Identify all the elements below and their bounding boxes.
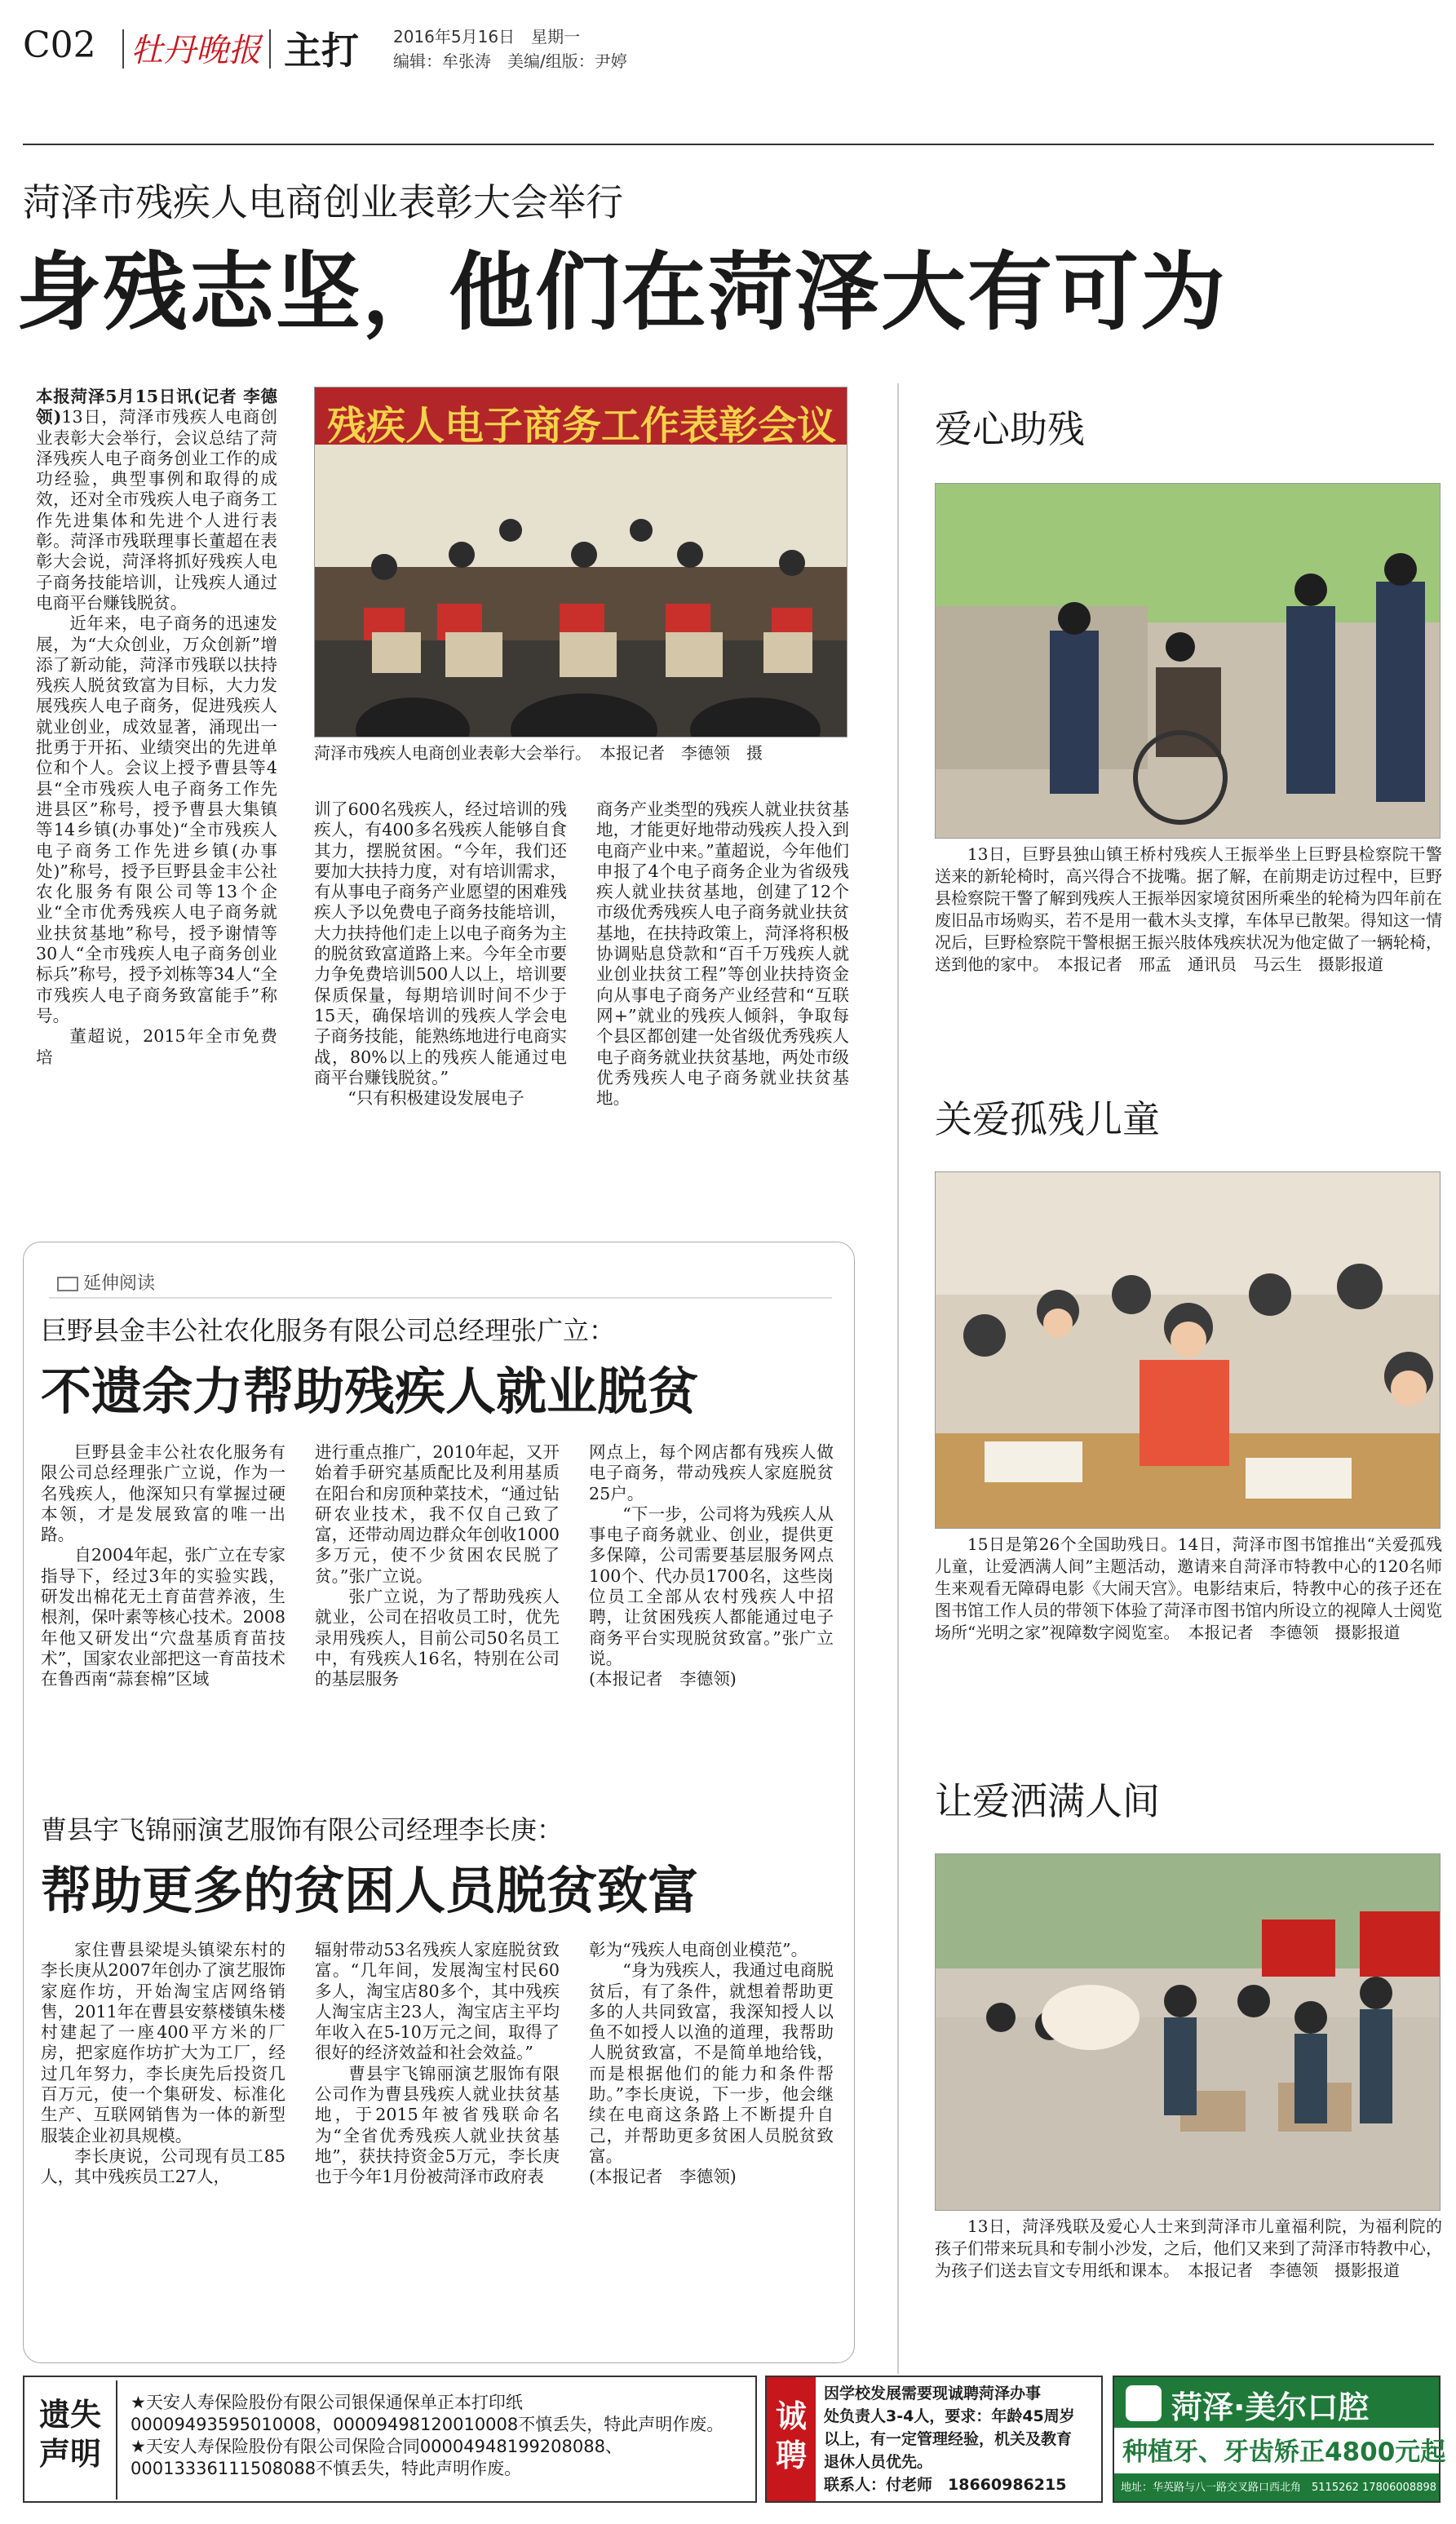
hire-label-line: 聘 — [775, 2438, 807, 2473]
paragraph: 董超说，2015年全市免费培 — [36, 1026, 277, 1067]
sidebar-title-1: 爱心助残 — [935, 407, 1085, 451]
story2-col2 — [315, 1940, 560, 2331]
header-divider — [122, 29, 124, 69]
story1-col1 — [41, 1442, 285, 1769]
top-rule — [23, 144, 1434, 145]
hiring-text — [824, 2382, 1098, 2496]
page-number: C02 — [23, 24, 96, 66]
notice-line: 00009493595010008，00009498120010008不慎丢失，特此声明作废。 — [131, 2415, 724, 2434]
story1-col3 — [589, 1442, 834, 1769]
extended-label-text: 延伸阅读 — [83, 1273, 156, 1294]
paragraph: 近年来，电子商务的迅速发展，为“大众创业，万众创新”增添了新动能，菏泽市残联以扶持残疾人脱贫致富为目标，大力发展残疾人电子商务，促进残疾人就业创业，成效显著，涌现出一批勇于开拓、业绩突出的先进单位和个人。会议上授予曹县等4县“全市残疾人电子商务工作先进县区”称号，授予曹县大集镇等14乡镇(办事处)“全市残疾人电子商务工作先进乡镇(办事处)”称号，授予巨野县金丰公社农化服务有限公司等13个企业“全市优秀残疾人电子商务就业扶贫基地”称号，授予谢情等30人“全市残疾人电子商务创业标兵”称号，授予刘栋等34人“全市残疾人电子商务致富能手”称号。 — [36, 613, 277, 1025]
sidebar-title-2: 关爱孤残儿童 — [935, 1097, 1160, 1141]
divider — [49, 1297, 832, 1299]
story2-col3 — [589, 1940, 834, 2331]
book-icon — [57, 1277, 78, 1291]
lost-notice-label — [39, 2395, 101, 2473]
story2-kicker: 曹县宇飞锦丽演艺服饰有限公司经理李长庚： — [41, 1814, 564, 1845]
main-article-col2 — [314, 799, 567, 1199]
sidebar-caption-3: 13日，菏泽残联及爱心人士来到菏泽市儿童福利院，为福利院的孩子们带来玩具和专制小沙发，之后，他们又来到了菏泽市特教中心，为孩子们送去盲文专用纸和课本。 本报记者 李德领 摄影报道 — [935, 2216, 1442, 2280]
dental-address: 地址：华英路与八一路交叉路口西北角 5115262 17806008898 — [1121, 2482, 1437, 2494]
paragraph: 张广立说，为了帮助残疾人就业，公司在招收员工时，优先录用残疾人，目前公司50名员工中，有残疾人16名，特别在公司的基层服务 — [315, 1587, 560, 1689]
issue-date: 2016年5月16日 星期一 — [393, 27, 581, 46]
hiring-ad-box — [765, 2376, 1103, 2503]
main-photo — [314, 387, 847, 737]
paragraph: 曹县宇飞锦丽演艺服饰有限公司作为曹县残疾人就业扶贫基地，于2015年被省残联命名为“全省优秀残疾人就业扶贫基地”，获扶持资金5万元，李长庚也于今年1月份被菏泽市政府表 — [315, 2063, 560, 2187]
lost-label-line: 声明 — [39, 2436, 102, 2472]
column-divider — [897, 383, 899, 2374]
lost-notice-text — [131, 2392, 750, 2480]
paragraph: 自2004年起，张广立在专家指导下，经过3年的实验实践，研发出棉花无土育苗营养液，生根剂，保叶素等核心技术。2008年他又研发出“穴盘基质育苗技术”，国家农业部把这一育苗技术在鲁西南“蒜套棉”区域 — [41, 1545, 285, 1689]
main-article-col3 — [596, 799, 849, 1199]
children-library-photo — [936, 1172, 1441, 1529]
paragraph: 网点上，每个网店都有残疾人做电子商务，带动残疾人家庭脱贫25户。 — [589, 1442, 834, 1503]
paragraph: 家住曹县梁堤头镇梁东村的李长庚从2007年创办了演艺服饰家庭作坊，开始淘宝店网络销售，2011年在曹县安蔡楼镇朱楼村建起了一座400平方米的厂房，把家庭作坊扩大为工厂，经过几年努力，李长庚先后投资几百万元，使一个集研发、标准化生产、互联网销售为一体的新型服装企业初具规模。 — [41, 1940, 285, 2145]
paragraph: 彰为“残疾人电商创业模范”。 — [589, 1940, 808, 1959]
section-title: 主打 — [284, 29, 359, 73]
story1-col2 — [315, 1442, 560, 1769]
main-photo-caption: 菏泽市残疾人电商创业表彰大会举行。 本报记者 李德领 摄 — [314, 743, 763, 763]
sidebar-photo-1 — [935, 483, 1441, 839]
paragraph: 商务产业类型的残疾人就业扶贫基地，才能更好地带动残疾人投入到电商产业中来。”董超说，今年他们申报了4个电子商务企业为省级残疾人就业扶贫基地，创建了12个市级优秀残疾人电子商务就业扶贫基地，在扶持政策上，菏泽将积极协调贴息贷款和“百千万残疾人就业创业扶贫工程”等创业扶持资金向从事电子商务产业经营和“互联网+”就业的残疾人倾斜，争取每个县区都创建一处省级优秀残疾人电子商务就业扶贫基地，两处市级优秀残疾人电子商务就业扶贫基地。 — [596, 799, 849, 1109]
byline: (本报记者 李德领) — [589, 1669, 737, 1689]
paragraph: “只有积极建设发展电子 — [347, 1088, 524, 1109]
notice-line: ★天安人寿保险股份有限公司保险合同00004948199208088、 — [131, 2437, 622, 2456]
story2-headline: 帮助更多的贫困人员脱贫致富 — [41, 1861, 699, 1920]
story1-headline: 不遗余力帮助残疾人就业脱贫 — [41, 1362, 699, 1421]
notice-line: 00013336111508088不慎丢失，特此声明作废。 — [131, 2459, 522, 2478]
hire-contact: 联系人：付老师 18660986215 — [824, 2476, 1067, 2494]
paragraph: 巨野县金丰公社农化服务有限公司总经理张广立说，作为一名残疾人，他深知只有掌握过硬本领，才是发展致富的唯一出路。 — [41, 1442, 285, 1545]
hire-line: 因学校发展需要现诚聘菏泽办事 — [824, 2385, 1042, 2402]
story1-kicker: 巨野县金丰公社农化服务有限公司总经理张广立： — [41, 1315, 616, 1346]
dental-offer: 种植牙、牙齿矫正4800元起 — [1122, 2438, 1446, 2467]
dental-brand: 菏泽·美尔口腔 — [1171, 2389, 1370, 2425]
sidebar-caption-1: 13日，巨野县独山镇王桥村残疾人王振举坐上巨野县检察院干警送来的新轮椅时，高兴得合不拢嘴。据了解，在前期走访过程中，巨野县检察院干警了解到残疾人王振举因家境贫困所乘坐的轮椅为四年前在废旧品市场购买，若不是用一截木头支撑，车体早已散架。得知这一情况后，巨野检察院干警根据王振兴肢体残疾状况为他定做了一辆轮椅，送到他的家中。 本报记者 邢孟 通讯员 马云生 摄影报道 — [935, 844, 1442, 974]
sidebar-photo-3 — [935, 1853, 1441, 2211]
extended-reading-label — [57, 1269, 155, 1295]
orphanage-visit-photo — [936, 1854, 1441, 2211]
paragraph: 13日，菏泽市残疾人电商创业表彰大会举行，会议总结了菏泽残疾人电子商务创业工作的成功经验，典型事例和取得的成效，还对全市残疾人电子商务工作先进集体和先进个人进行表彰。菏泽市残联理事长董超在表彰大会说，菏泽将抓好残疾人电子商务技能培训，让残疾人通过电商平台赚钱脱贫。 — [36, 407, 277, 613]
newspaper-logo: 牡丹晚报 — [131, 32, 261, 69]
header-divider — [269, 29, 271, 69]
hire-line: 以上，有一定管理经验，机关及教育 — [824, 2430, 1073, 2448]
editor-credits: 编辑：牟张涛 美编/组版：尹婷 — [393, 51, 627, 71]
paragraph: 李长庚说，公司现有员工85人，其中残疾员工27人， — [41, 2145, 285, 2187]
hire-line: 处负责人3-4人，要求：年龄45周岁 — [824, 2407, 1075, 2425]
tooth-logo-icon — [1126, 2385, 1162, 2421]
photo-banner: 残疾人电子商务工作表彰会议 — [326, 403, 836, 449]
story2-col1 — [41, 1940, 285, 2331]
sidebar-photo-2 — [935, 1171, 1441, 1529]
hire-label-line: 诚 — [775, 2398, 807, 2434]
notice-line: ★天安人寿保险股份有限公司银保通保单正本打印纸 — [131, 2393, 523, 2412]
main-kicker: 菏泽市残疾人电商创业表彰大会举行 — [23, 180, 623, 224]
divider — [116, 2380, 117, 2500]
wheelchair-photo — [936, 484, 1441, 839]
hire-line: 退休人员优先。 — [824, 2453, 933, 2471]
main-headline: 身残志坚，他们在菏泽大有可为 — [16, 242, 1228, 342]
byline: (本报记者 李德领) — [589, 2167, 737, 2187]
paragraph: 辐射带动53名残疾人家庭脱贫致富。“几年间，发展淘宝村民60多人，淘宝店80多个，其中残疾人淘宝店主23人，淘宝店主平均年收入在5-10万元之间，取得了很好的经济效益和社会效益。” — [315, 1940, 560, 2063]
sidebar-title-3: 让爱洒满人间 — [935, 1779, 1160, 1823]
lost-notice-box — [23, 2376, 757, 2503]
paragraph: “下一步，公司将为残疾人从事电子商务就业、创业，提供更多保障，公司需要基层服务网点100个、代办员1700名，这些岗位员工全部从农村残疾人中招聘，让贫困残疾人都能通过电子商务平台实现脱贫致富。”张广立说。 — [589, 1503, 834, 1668]
paragraph: “身为残疾人，我通过电商脱贫后，有了条件，就想着帮助更多的人共同致富，我深知授人以鱼不如授人以渔的道理，我帮助人脱贫致富，不是简单地给钱，而是根据他们的能力和条件帮助。”李长庚说，下一步，他会继续在电商这条路上不断提升自己，并帮助更多贫困人员脱贫致富。 — [589, 1960, 834, 2166]
lost-label-line: 遗失 — [39, 2397, 102, 2433]
paragraph: 训了600名残疾人，经过培训的残疾人，有400多名残疾人能够自食其力，摆脱贫困。“今年，我们还要加大扶持力度，对有培训需求，有从事电子商务产业愿望的困难残疾人予以免费电子商务技能培训，大力扶持他们走上以电子商务为主的脱贫致富道路上来。今年全市要力争免费培训500人以上，培训要保质保量，每期培训时间不少于15天，确保培训的残疾人学会电子商务技能，能熟练地进行电商实战，80%以上的残疾人能通过电商平台赚钱脱贫。” — [314, 799, 567, 1087]
paragraph: 进行重点推广，2010年起，又开始着手研究基质配比及利用基质在阳台和房顶种菜技术，“通过钻研农业技术，我不仅自己致了富，还带动周边群众年创收1000多万元，使不少贫困农民脱了贫。”张广立说。 — [315, 1442, 560, 1586]
main-article-col1 — [36, 387, 277, 1202]
sidebar-caption-2: 15日是第26个全国助残日。14日，菏泽市图书馆推出“关爱孤残儿童，让爱洒满人间”主题活动，邀请来自菏泽市特教中心的120名师生来观看无障碍电影《大闹天宫》。电影结束后，特教中心的孩子还在图书馆工作人员的带领下体验了菏泽市图书馆内所设立的视障人士阅览场所“光明之家”视障数字阅览室。 本报记者 李德领 摄影报道 — [935, 1534, 1442, 1642]
hiring-label — [767, 2377, 816, 2501]
dateline: 本报菏泽5月15日讯(记者 李德领) — [36, 387, 277, 427]
header-meta — [393, 24, 627, 73]
dental-ad-box — [1113, 2376, 1446, 2503]
